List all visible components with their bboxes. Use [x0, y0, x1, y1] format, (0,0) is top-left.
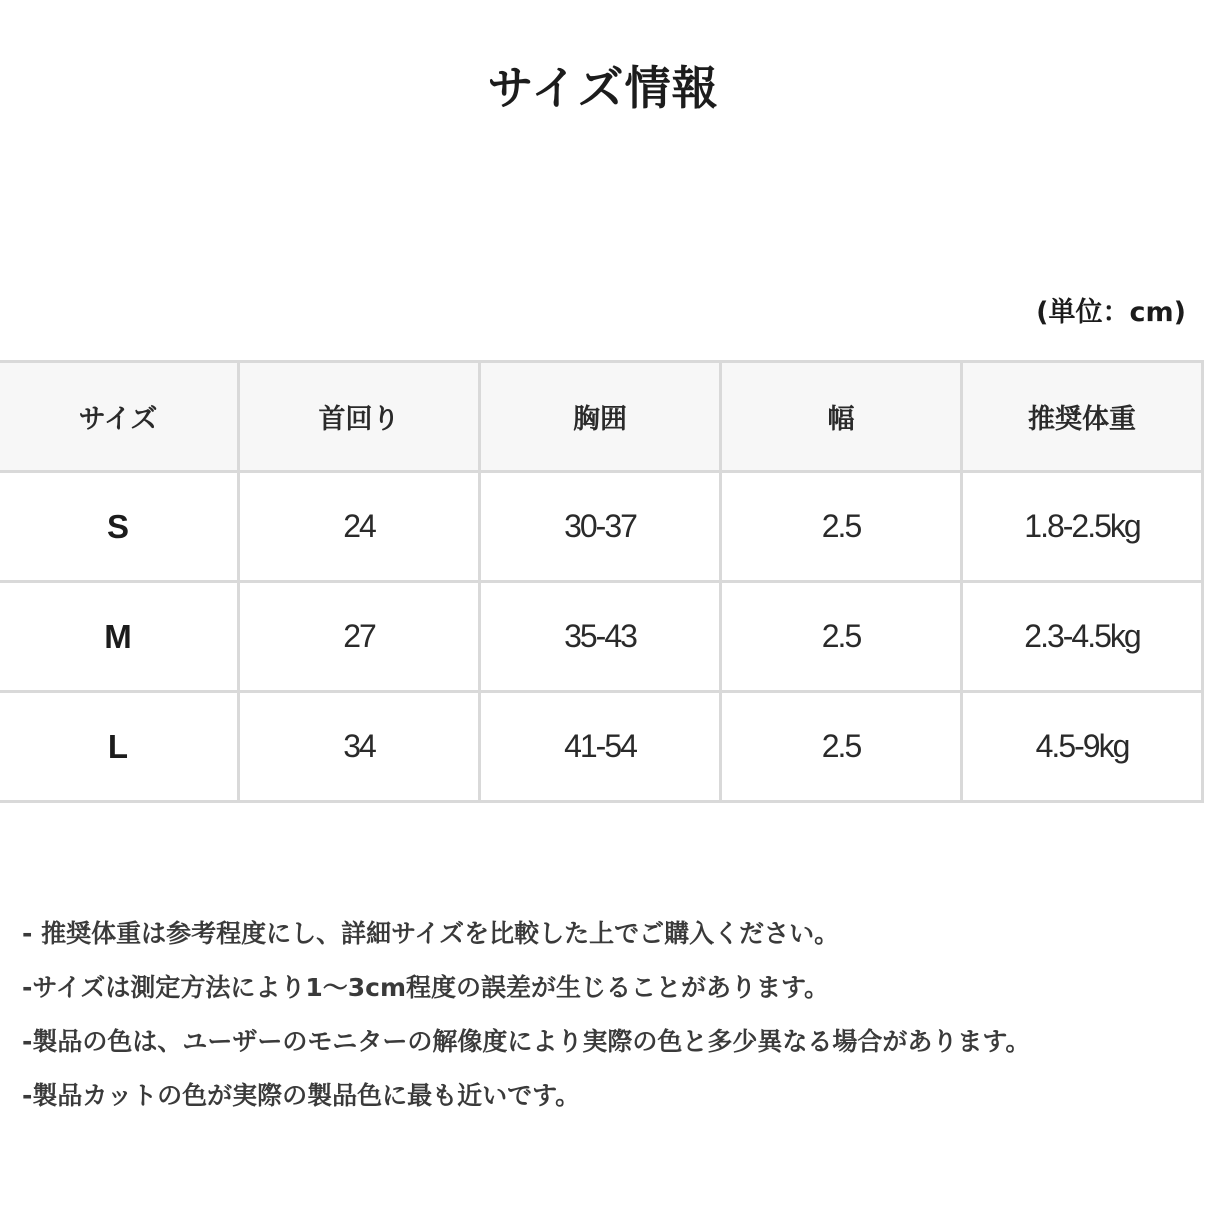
size-chart-table [0, 360, 1204, 803]
weight-cell: 1.8-2.5kg [962, 472, 1203, 582]
note-measurement-error: -サイズは測定方法により1～3cm程度の誤差が生じることがあります。 [22, 973, 830, 1002]
weight-cell: 4.5-9kg [962, 692, 1203, 802]
weight-cell: 2.3-4.5kg [962, 582, 1203, 692]
header-neck: 首回り [239, 362, 480, 472]
size-cell: S [0, 472, 239, 582]
width-cell: 2.5 [721, 692, 962, 802]
width-cell: 2.5 [721, 472, 962, 582]
note-product-color: -製品カットの色が実際の製品色に最も近いです。 [22, 1081, 581, 1110]
neck-cell: 27 [239, 582, 480, 692]
note-monitor-color: -製品の色は、ユーザーのモニターの解像度により実際の色と多少異なる場合があります。 [22, 1027, 1031, 1056]
table-row [0, 692, 1203, 802]
unit-label: (単位：cm) [1036, 297, 1186, 328]
neck-cell: 34 [239, 692, 480, 802]
header-chest: 胸囲 [480, 362, 721, 472]
table-row [0, 582, 1203, 692]
notes-section [22, 912, 1192, 1128]
width-cell: 2.5 [721, 582, 962, 692]
note-weight-reference: - 推奨体重は参考程度にし、詳細サイズを比較した上でご購入ください。 [22, 919, 840, 948]
header-weight: 推奨体重 [962, 362, 1203, 472]
header-size: サイズ [0, 362, 239, 472]
chest-cell: 30-37 [480, 472, 721, 582]
page-title: サイズ情報 [487, 61, 719, 115]
neck-cell: 24 [239, 472, 480, 582]
chest-cell: 41-54 [480, 692, 721, 802]
table-row [0, 472, 1203, 582]
size-cell: L [0, 692, 239, 802]
header-width: 幅 [721, 362, 962, 472]
size-cell: M [0, 582, 239, 692]
table-header-row [0, 362, 1203, 472]
chest-cell: 35-43 [480, 582, 721, 692]
